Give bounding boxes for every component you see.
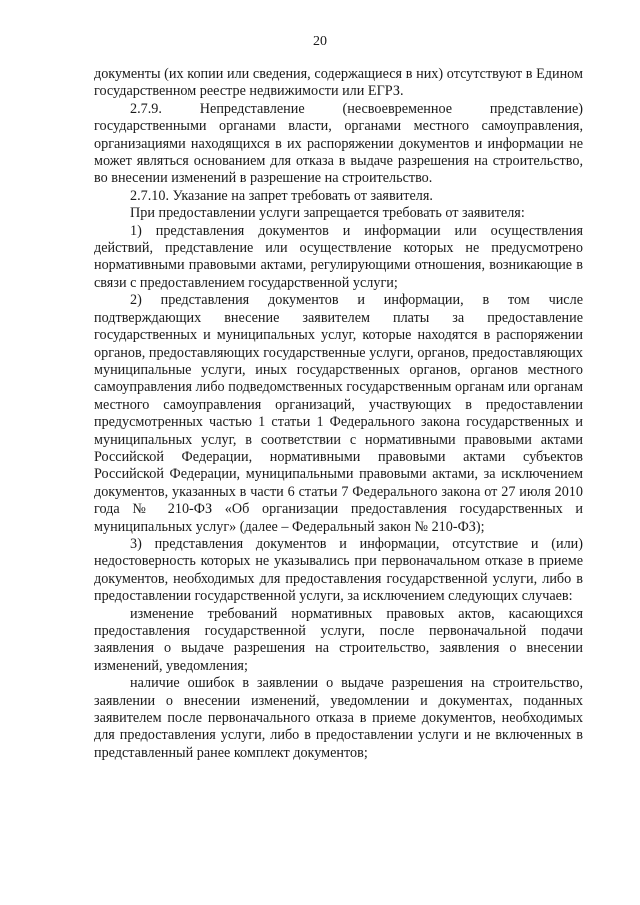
paragraph-continuation: документы (их копии или сведения, содержащиеся в них) отсутствуют в Едином государственном реестре недвижимости или ЕГРЗ. <box>94 66 583 100</box>
page-number: 20 <box>313 34 327 49</box>
document-body <box>94 66 583 762</box>
list-item-3: 3) представления документов и информации, отсутствие и (или) недостоверность которых не указывались при первоначальном отказе в приеме документов, необходимых для предоставления государственной услуги, либо в предоставлении государственной услуги, за исключением следующих случаев: <box>94 535 583 605</box>
exception-case-2: наличие ошибок в заявлении о выдаче разрешения на строительство, заявлении о внесении изменений, уведомлении и документах, поданных заявителем после первоначального отказа в приеме документов, необходимых для предоставления услуги, либо в предоставлении услуги и не включенных в представленный ранее комплект документов; <box>94 675 583 761</box>
paragraph-intro: При предоставлении услуги запрещается требовать от заявителя: <box>130 205 525 222</box>
paragraph-2-7-9: 2.7.9. Непредставление (несвоевременное представление) государственными органами власти, органами местного самоуправления, организациями находящихся в их распоряжении документов и информации не может являться основанием для отказа в выдаче разрешения на строительство, во внесении изменений в разрешение на строительство. <box>94 100 583 187</box>
paragraph-2-7-10: 2.7.10. Указание на запрет требовать от заявителя. <box>130 187 433 204</box>
list-item-1: 1) представления документов и информации или осуществления действий, представление или осуществление которых не предусмотрено нормативными правовыми актами, регулирующими отношения, возникающие в связи с предоставлением государственной услуги; <box>94 222 583 291</box>
exception-case-1: изменение требований нормативных правовых актов, касающихся предоставления государственной услуги, после первоначальной подачи заявления о выдаче разрешения на строительство, заявления о внесении изменений, уведомления; <box>94 605 583 674</box>
list-item-2: 2) представления документов и информации, в том числе подтверждающих внесение заявителем платы за предоставление государственных и муниципальных услуг, которые находятся в распоряжении органов, предоставляющих государственные услуги, органов, предоставляющих муниципальные услуги, иных государственных органов, органов местного самоуправления либо подведомственных государственным органам или органам местного самоуправления организаций, участвующих в предоставлении предусмотренных частью 1 статьи 1 Федерального закона государственных и муниципальных услуг, в соответствии с нормативными правовыми актами Российской Федерации, нормативными правовыми актами субъектов Российской Федерации, муниципальными правовыми актами, за исключением документов, указанных в части 6 статьи 7 Федерального закона от 27 июля 2010 года № 210-ФЗ «Об организации предоставления государственных и муниципальных услуг» (далее – Федеральный закон № 210-ФЗ); <box>94 292 583 535</box>
